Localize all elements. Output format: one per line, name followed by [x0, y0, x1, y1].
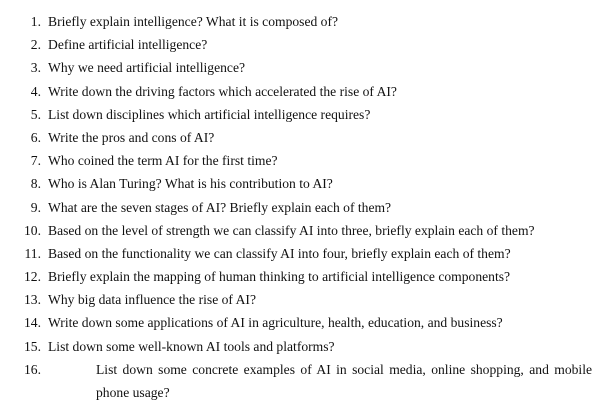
list-item — [0, 288, 500, 311]
list-item — [0, 358, 592, 404]
item-number: 13. — [24, 292, 41, 308]
item-text: Based on the functionality we can classify AI into four, briefly explain each of them? — [48, 245, 511, 261]
item-text: Why we need artificial intelligence? — [48, 60, 246, 76]
item-text: Write down some applications of AI in agriculture, health, education, and business? — [48, 315, 503, 331]
item-text: Based on the level of strength we can classify AI into three, briefly explain each of them? — [48, 222, 535, 238]
list-item — [0, 219, 535, 242]
item-text: Who coined the term AI for the first time? — [48, 153, 278, 169]
item-text: Briefly explain the mapping of human thinking to artificial intelligence components? — [48, 269, 511, 285]
item-text-line: List down some concrete examples of AI in social media, online shopping, and mobile — [96, 361, 592, 377]
item-number: 8. — [30, 176, 41, 192]
list-item — [0, 103, 500, 126]
item-number: 14. — [24, 315, 41, 331]
item-number: 9. — [30, 199, 41, 215]
list-item — [0, 10, 500, 33]
list-item — [0, 335, 500, 358]
list-item — [0, 172, 500, 195]
item-number: 15. — [24, 338, 41, 354]
item-text: Why big data influence the rise of AI? — [48, 292, 256, 308]
list-item — [0, 265, 511, 288]
list-item — [0, 33, 500, 56]
item-number: 7. — [30, 153, 41, 169]
item-text: Define artificial intelligence? — [48, 37, 208, 53]
list-item — [0, 56, 500, 79]
item-text: List down disciplines which artificial intelligence requires? — [48, 106, 371, 122]
item-number: 2. — [30, 37, 41, 53]
question-list — [0, 10, 592, 404]
list-item — [0, 80, 500, 103]
item-number: 11. — [24, 245, 41, 261]
item-number: 6. — [30, 129, 41, 145]
list-item — [0, 126, 500, 149]
item-text: What are the seven stages of AI? Briefly explain each of them? — [48, 199, 392, 215]
item-number: 10. — [24, 222, 41, 238]
item-number: 12. — [24, 269, 41, 285]
item-text: Write the pros and cons of AI? — [48, 129, 215, 145]
item-text: Briefly explain intelligence? What it is composed of? — [48, 14, 339, 29]
item-text: Who is Alan Turing? What is his contribution to AI? — [48, 176, 333, 192]
list-item — [0, 242, 511, 265]
item-number: 16. — [24, 361, 41, 377]
item-text — [96, 358, 592, 404]
item-text: List down some well-known AI tools and platforms? — [48, 338, 335, 354]
item-number: 4. — [30, 83, 41, 99]
list-item — [0, 149, 500, 172]
item-text-line: phone usage? — [96, 385, 170, 400]
list-item — [0, 311, 503, 334]
item-text: Write down the driving factors which accelerated the rise of AI? — [48, 83, 397, 99]
list-item — [0, 196, 500, 219]
item-number: 1. — [30, 14, 41, 29]
item-number: 5. — [30, 106, 41, 122]
item-number: 3. — [30, 60, 41, 76]
